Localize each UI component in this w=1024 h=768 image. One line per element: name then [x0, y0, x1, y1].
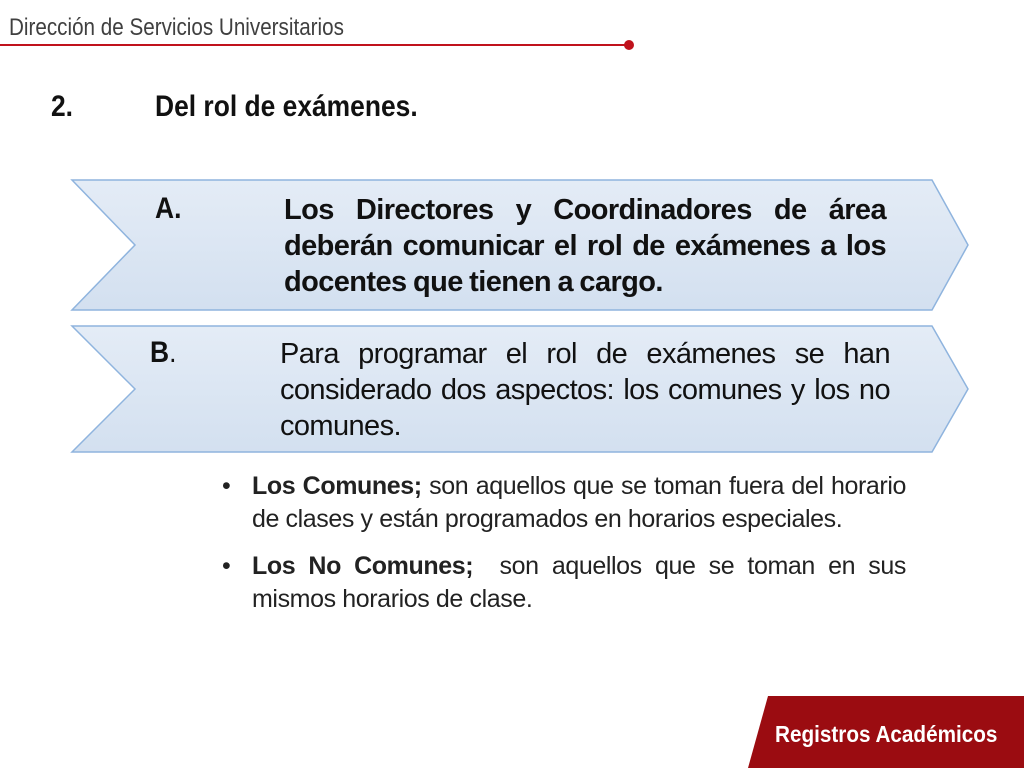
box-b-text: Para programar el rol de exámenes se han considerado dos aspectos: los comunes y los no comunes. — [280, 338, 890, 442]
heading-title: Del rol de exámenes. — [155, 90, 418, 123]
bullet-icon: • — [222, 552, 231, 580]
box-b-letter-bold: B — [150, 336, 170, 369]
box-b-letter-suffix: . — [169, 336, 177, 369]
bullet-description: son aquellos que se toman fuera del horario de clases y están programados en horarios especiales. — [252, 472, 906, 533]
header-title: Dirección de Servicios Universitarios — [9, 14, 344, 41]
bullet-term: Los Comunes; — [252, 472, 422, 500]
heading-number: 2. — [51, 90, 74, 123]
bullet-term: Los No Comunes; — [252, 552, 474, 580]
footer-label: Registros Académicos — [775, 721, 998, 747]
bullet-icon: • — [222, 472, 231, 500]
box-a-letter: A. — [155, 192, 182, 225]
bullet-description: son aquellos que se toman en sus mismos horarios de clase. — [252, 552, 913, 613]
box-a-text: Los Directores y Coordinadores de área deberán comunicar el rol de exámenes a los docentes que tienen a cargo. — [284, 194, 886, 298]
